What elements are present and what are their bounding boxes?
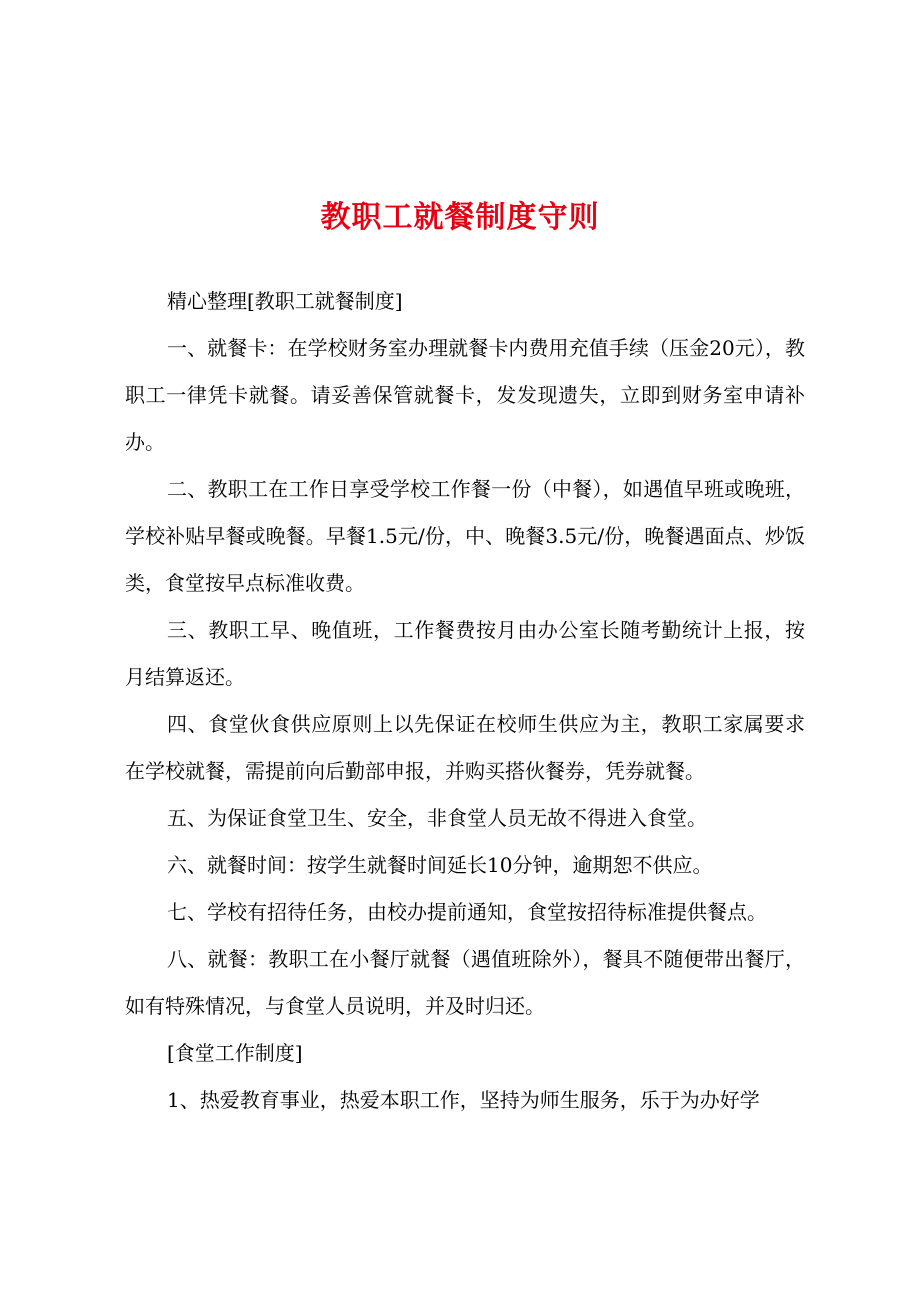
paragraph-intro: 精心整理[教职工就餐制度] — [167, 289, 403, 313]
paragraph-rule-2: 二、教职工在工作日享受学校工作餐一份（中餐），如遇值早班或晚班，学校补贴早餐或晚餐。早餐1.5元/份，中、晚餐3.5元/份，晚餐遇面点、炒饭类，食堂按早点标准收费。 — [125, 477, 805, 595]
paragraph-rule-5: 五、为保证食堂卫生、安全，非食堂人员无故不得进入食堂。 — [167, 806, 707, 830]
paragraph-rule-8: 八、就餐：教职工在小餐厅就餐（遇值班除外），餐具不随便带出餐厅，如有特殊情况，与食堂人员说明，并及时归还。 — [125, 947, 805, 1018]
paragraph-rule-1: 一、就餐卡：在学校财务室办理就餐卡内费用充值手续（压金20元），教职工一律凭卡就餐。请妥善保管就餐卡，发发现遗失，立即到财务室申请补办。 — [125, 336, 805, 454]
section-heading-canteen: [食堂工作制度] — [167, 1041, 303, 1065]
paragraph-rule-6: 六、就餐时间：按学生就餐时间延长10分钟，逾期恕不供应。 — [167, 853, 713, 877]
document-body — [125, 278, 805, 1124]
page-title: 教职工就餐制度守则 — [320, 200, 600, 235]
paragraph-rule-4: 四、食堂伙食供应原则上以先保证在校师生供应为主，教职工家属要求在学校就餐，需提前向后勤部申报，并购买搭伙餐券，凭券就餐。 — [125, 712, 805, 783]
paragraph-canteen-1: 1、热爱教育事业，热爱本职工作，坚持为师生服务，乐于为办好学 — [167, 1088, 760, 1112]
paragraph-rule-7: 七、学校有招待任务，由校办提前通知，食堂按招待标准提供餐点。 — [167, 900, 767, 924]
paragraph-rule-3: 三、教职工早、晚值班，工作餐费按月由办公室长随考勤统计上报，按月结算返还。 — [125, 618, 805, 689]
